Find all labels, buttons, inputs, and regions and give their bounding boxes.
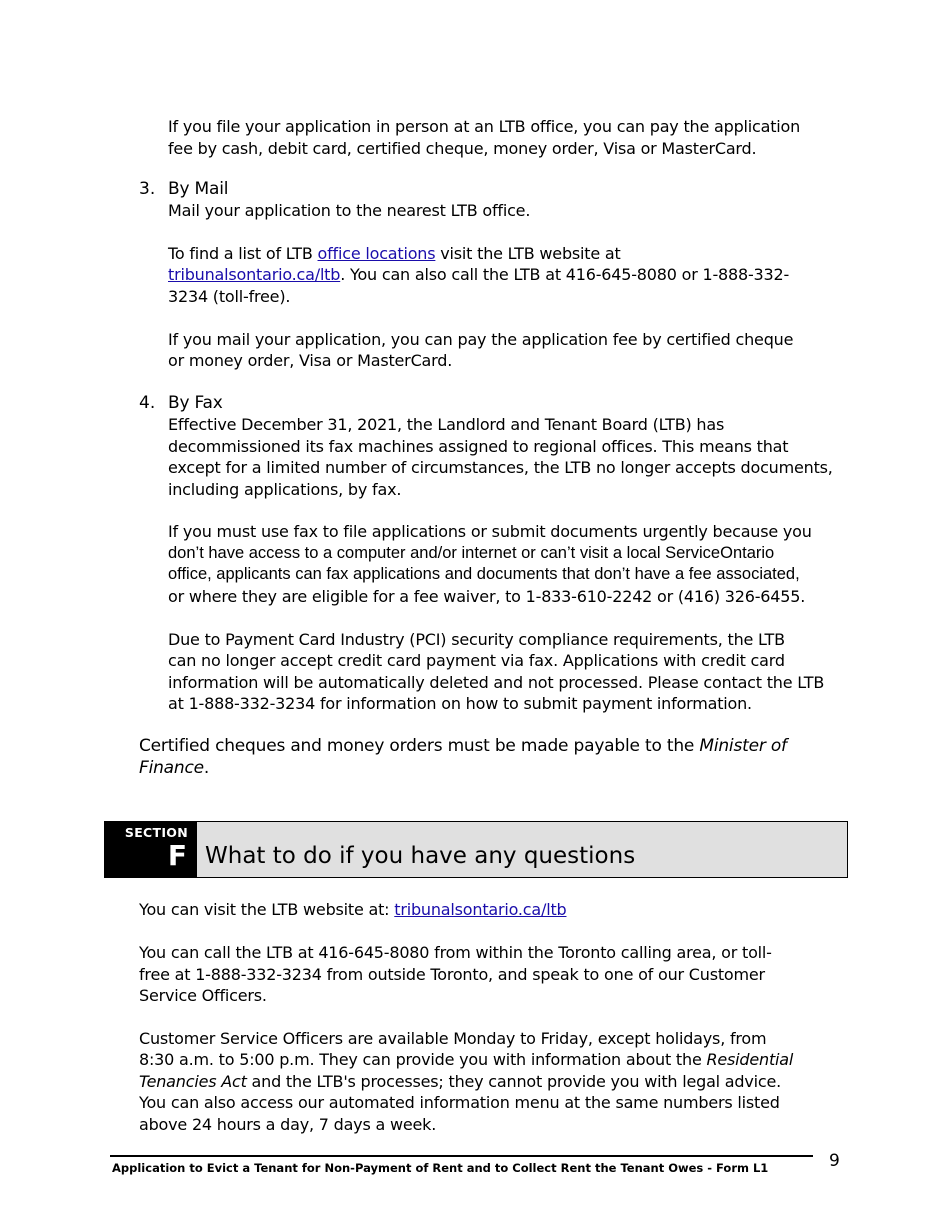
cso-line2-text: 8:30 a.m. to 5:00 p.m. They can provide you with information about the bbox=[139, 1050, 707, 1069]
list-number-3: 3. bbox=[139, 179, 156, 199]
cso-line1: Customer Service Officers are available Monday to Friday, except holidays, from bbox=[139, 1029, 767, 1048]
in-person-fee-line2: fee by cash, debit card, certified cheque, money order, Visa or MasterCard. bbox=[168, 139, 757, 158]
payable-text: Certified cheques and money orders must be made payable to the bbox=[139, 736, 700, 756]
website-call-line bbox=[168, 264, 789, 286]
fax-p3-line2: can no longer accept credit card payment via fax. Applications with credit card bbox=[168, 651, 785, 670]
find-suffix: visit the LTB website at bbox=[435, 244, 621, 263]
fax-p1-line3: except for a limited number of circumstances, the LTB no longer accepts documents, bbox=[168, 458, 833, 477]
payable-period: . bbox=[203, 758, 210, 778]
payable-line2 bbox=[139, 758, 209, 780]
by-mail-line1: Mail your application to the nearest LTB office. bbox=[168, 201, 531, 220]
fax-p2-line3: office, applicants can fax applications and documents that don’t have a fee associated, bbox=[168, 565, 800, 583]
section-label: SECTION bbox=[124, 825, 188, 840]
in-person-fee-line1: If you file your application in person at an LTB office, you can pay the application bbox=[168, 117, 801, 136]
page-number: 9 bbox=[829, 1151, 840, 1171]
find-office-line bbox=[168, 243, 621, 265]
fax-p2-line1: If you must use fax to file applications or submit documents urgently because you bbox=[168, 522, 812, 541]
ltb-website-link[interactable]: tribunalsontario.ca/ltb bbox=[168, 265, 341, 284]
visit-website-line bbox=[139, 899, 566, 921]
fax-p1-line4: including applications, by fax. bbox=[168, 480, 402, 499]
section-f-website-link[interactable]: tribunalsontario.ca/ltb bbox=[394, 900, 567, 919]
fax-p2-line4: or where they are eligible for a fee waiver, to 1-833-610-2242 or (416) 326-6455. bbox=[168, 587, 806, 606]
footer-title: Application to Evict a Tenant for Non-Payment of Rent and to Collect Rent the Tenant Owes - Form L1 bbox=[112, 1161, 769, 1175]
payable-line1 bbox=[139, 736, 787, 758]
section-letter: F bbox=[167, 839, 187, 872]
fax-p1-line1: Effective December 31, 2021, the Landlord and Tenant Board (LTB) has bbox=[168, 415, 725, 434]
cso-line2 bbox=[139, 1049, 793, 1071]
office-locations-link[interactable]: office locations bbox=[317, 244, 436, 263]
cso-line3-text: and the LTB's processes; they cannot provide you with legal advice. bbox=[246, 1072, 782, 1091]
mail-pay-line2: or money order, Visa or MasterCard. bbox=[168, 351, 453, 370]
residential-text: Residential bbox=[706, 1050, 794, 1069]
tenancies-act-text: Tenancies Act bbox=[139, 1072, 247, 1091]
section-badge bbox=[104, 821, 196, 878]
by-fax-heading: By Fax bbox=[168, 393, 223, 413]
find-prefix: To find a list of LTB bbox=[168, 244, 318, 263]
fax-p2-line2: don’t have access to a computer and/or internet or can’t visit a local ServiceOntario bbox=[168, 544, 775, 562]
list-number-4: 4. bbox=[139, 393, 156, 413]
fax-p1-line2: decommissioned its fax machines assigned to regional offices. This means that bbox=[168, 437, 789, 456]
fax-p3-line3: information will be automatically deleted and not processed. Please contact the LTB bbox=[168, 673, 825, 692]
call-ltb-line2: free at 1-888-332-3234 from outside Toronto, and speak to one of our Customer bbox=[139, 965, 765, 984]
call-ltb-line3: Service Officers. bbox=[139, 986, 267, 1005]
finance-text: Finance bbox=[139, 758, 204, 778]
section-title-bar bbox=[196, 821, 848, 878]
cso-line5: above 24 hours a day, 7 days a week. bbox=[139, 1115, 437, 1134]
footer-rule bbox=[110, 1155, 813, 1157]
visit-text: You can visit the LTB website at: bbox=[139, 900, 395, 919]
by-mail-heading: By Mail bbox=[168, 179, 229, 199]
cso-line4: You can also access our automated information menu at the same numbers listed bbox=[139, 1093, 780, 1112]
fax-p3-line1: Due to Payment Card Industry (PCI) security compliance requirements, the LTB bbox=[168, 630, 785, 649]
mail-pay-line1: If you mail your application, you can pay the application fee by certified cheque bbox=[168, 330, 794, 349]
call-text: . You can also call the LTB at 416-645-8080 or 1-888-332- bbox=[340, 265, 790, 284]
call-text-line2: 3234 (toll-free). bbox=[168, 287, 291, 306]
call-ltb-line1: You can call the LTB at 416-645-8080 from within the Toronto calling area, or toll- bbox=[139, 943, 772, 962]
cso-line3 bbox=[139, 1071, 781, 1093]
minister-of-text: Minister of bbox=[699, 736, 787, 756]
section-title: What to do if you have any questions bbox=[205, 843, 636, 869]
fax-p3-line4: at 1-888-332-3234 for information on how to submit payment information. bbox=[168, 694, 752, 713]
section-f-header bbox=[104, 821, 848, 878]
